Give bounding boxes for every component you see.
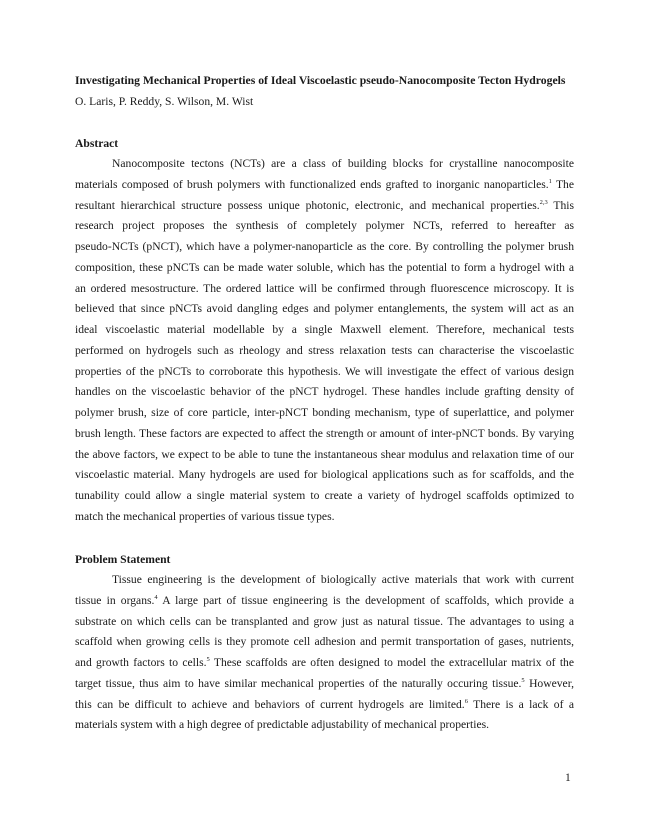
text-segment: pseudo-NCTs (pNCT), which have a polymer-nanoparticle as the core. By controlling the polymer brush [75,240,574,253]
text-segment: brush length. These factors are expected to affect the strength or amount of inter-pNCT bonds. By varying [75,426,574,440]
text-line [75,196,574,217]
text-segment: A large part of tissue engineering is the development of scaffolds, which provide a [157,593,574,607]
text-line [75,362,574,383]
citation-superscript: 4 [154,593,158,601]
author-list: O. Laris, P. Reddy, S. Wilson, M. Wist [75,95,254,108]
text-line [75,695,574,716]
text-line [75,486,574,507]
text-line [75,154,574,175]
text-line [75,320,574,341]
text-line [75,237,574,258]
text-segment: polymer brush, size of core particle, inter-pNCT bonding mechanism, type of superlattice, and polymer [75,406,574,419]
text-line [75,175,574,196]
text-segment: This [547,198,574,212]
abstract-section [75,137,574,528]
text-segment: scaffold when growing cells is they promote cell adhesion and permit transportation of gases, nutrients, [75,635,574,649]
text-line [75,382,574,403]
text-segment: target tissue, thus aim to have similar mechanical properties of the naturally occuring tissue. [75,676,522,690]
page-number: 1 [565,771,571,784]
problem-statement-section [75,553,574,736]
text-segment: viscoelastic material. Many hydrogels are used for biological applications such as for scaffolds, and the [75,468,574,482]
text-line [75,216,574,237]
text-segment: There is a lack of a [467,697,574,711]
text-segment: and growth factors to cells. [75,656,207,669]
problem-statement-heading: Problem Statement [75,553,171,566]
citation-superscript: 2,3 [539,198,548,206]
text-segment: handles on the viscoelastic behavior of the pNCT hydrogel. These handles include grafting density of [75,385,574,399]
text-segment: However, [524,676,574,690]
text-line [75,465,574,486]
text-line [75,258,574,279]
text-line [75,674,574,695]
text-line [75,653,574,674]
text-line [75,279,574,300]
citation-superscript: 1 [548,177,552,185]
text-segment: substrate on which cells can be transplanted and grow just as natural tissue. The advantages to using a [75,614,574,628]
citation-superscript: 6 [464,697,468,705]
text-segment: These scaffolds are often designed to model the extracellular matrix of the [209,656,574,669]
text-line [75,612,574,633]
text-segment: materials system with a high degree of predictable adjustability of mechanical properties. [75,718,490,732]
text-line [75,445,574,466]
text-line [75,299,574,320]
text-segment: performed on hydrogels such as rheology and stress relaxation tests can characterise the viscoelastic [75,343,574,357]
text-segment: The [551,177,574,191]
text-segment: properties of the pNCTs to corroborate this hypothesis. We will investigate the effect of various design [75,364,574,378]
text-line [75,591,574,612]
abstract-body [75,154,574,528]
text-segment: tunability could allow a single material system to create a variety of hydrogel scaffolds optimized to [75,489,574,502]
text-segment: Nanocomposite tectons (NCTs) are a class of building blocks for crystalline nanocomposite [112,157,574,170]
citation-superscript: 5 [206,656,210,663]
citation-superscript: 5 [521,676,525,684]
document-title: Investigating Mechanical Properties of Ideal Viscoelastic pseudo-Nanocomposite Tecton Hydrogels [75,74,566,87]
text-segment: Tissue engineering is the development of biologically active materials that work with current [112,573,574,586]
text-line [75,507,574,528]
text-segment: this can be difficult to achieve and behaviors of current hydrogels are limited. [75,697,465,711]
text-segment: composition, these pNCTs can be made water soluble, which has the potential to form a hydrogel with a [75,260,574,274]
text-segment: resultant hierarchical structure possess unique photonic, electronic, and mechanical properties. [75,198,540,212]
text-segment: ideal viscoelastic material modellable by a single Maxwell element. Therefore, mechanical tests [75,323,574,336]
text-segment: materials composed of brush polymers with functionalized ends grafted to inorganic nanoparticles. [75,177,549,191]
text-segment: an ordered mesostructure. The ordered lattice will be confirmed through fluorescence microscopy. It is [75,281,574,295]
problem-statement-body [75,570,574,736]
text-segment: believed that since pNCTs avoid dangling edges and polymer entanglements, the system will act as an [75,302,574,316]
text-line [75,715,574,736]
text-segment: tissue in organs. [75,593,155,607]
abstract-heading: Abstract [75,137,119,150]
text-line [75,570,574,591]
text-line [75,632,574,653]
text-line [75,424,574,445]
text-segment: the above factors, we expect to be able to tune the instantaneous shear modulus and relaxation time of our [75,447,574,461]
text-segment: match the mechanical properties of various tissue types. [75,509,335,523]
text-line [75,341,574,362]
text-line [75,403,574,424]
text-segment: research project proposes the synthesis of completely polymer NCTs, referred to hereafter as [75,219,574,233]
